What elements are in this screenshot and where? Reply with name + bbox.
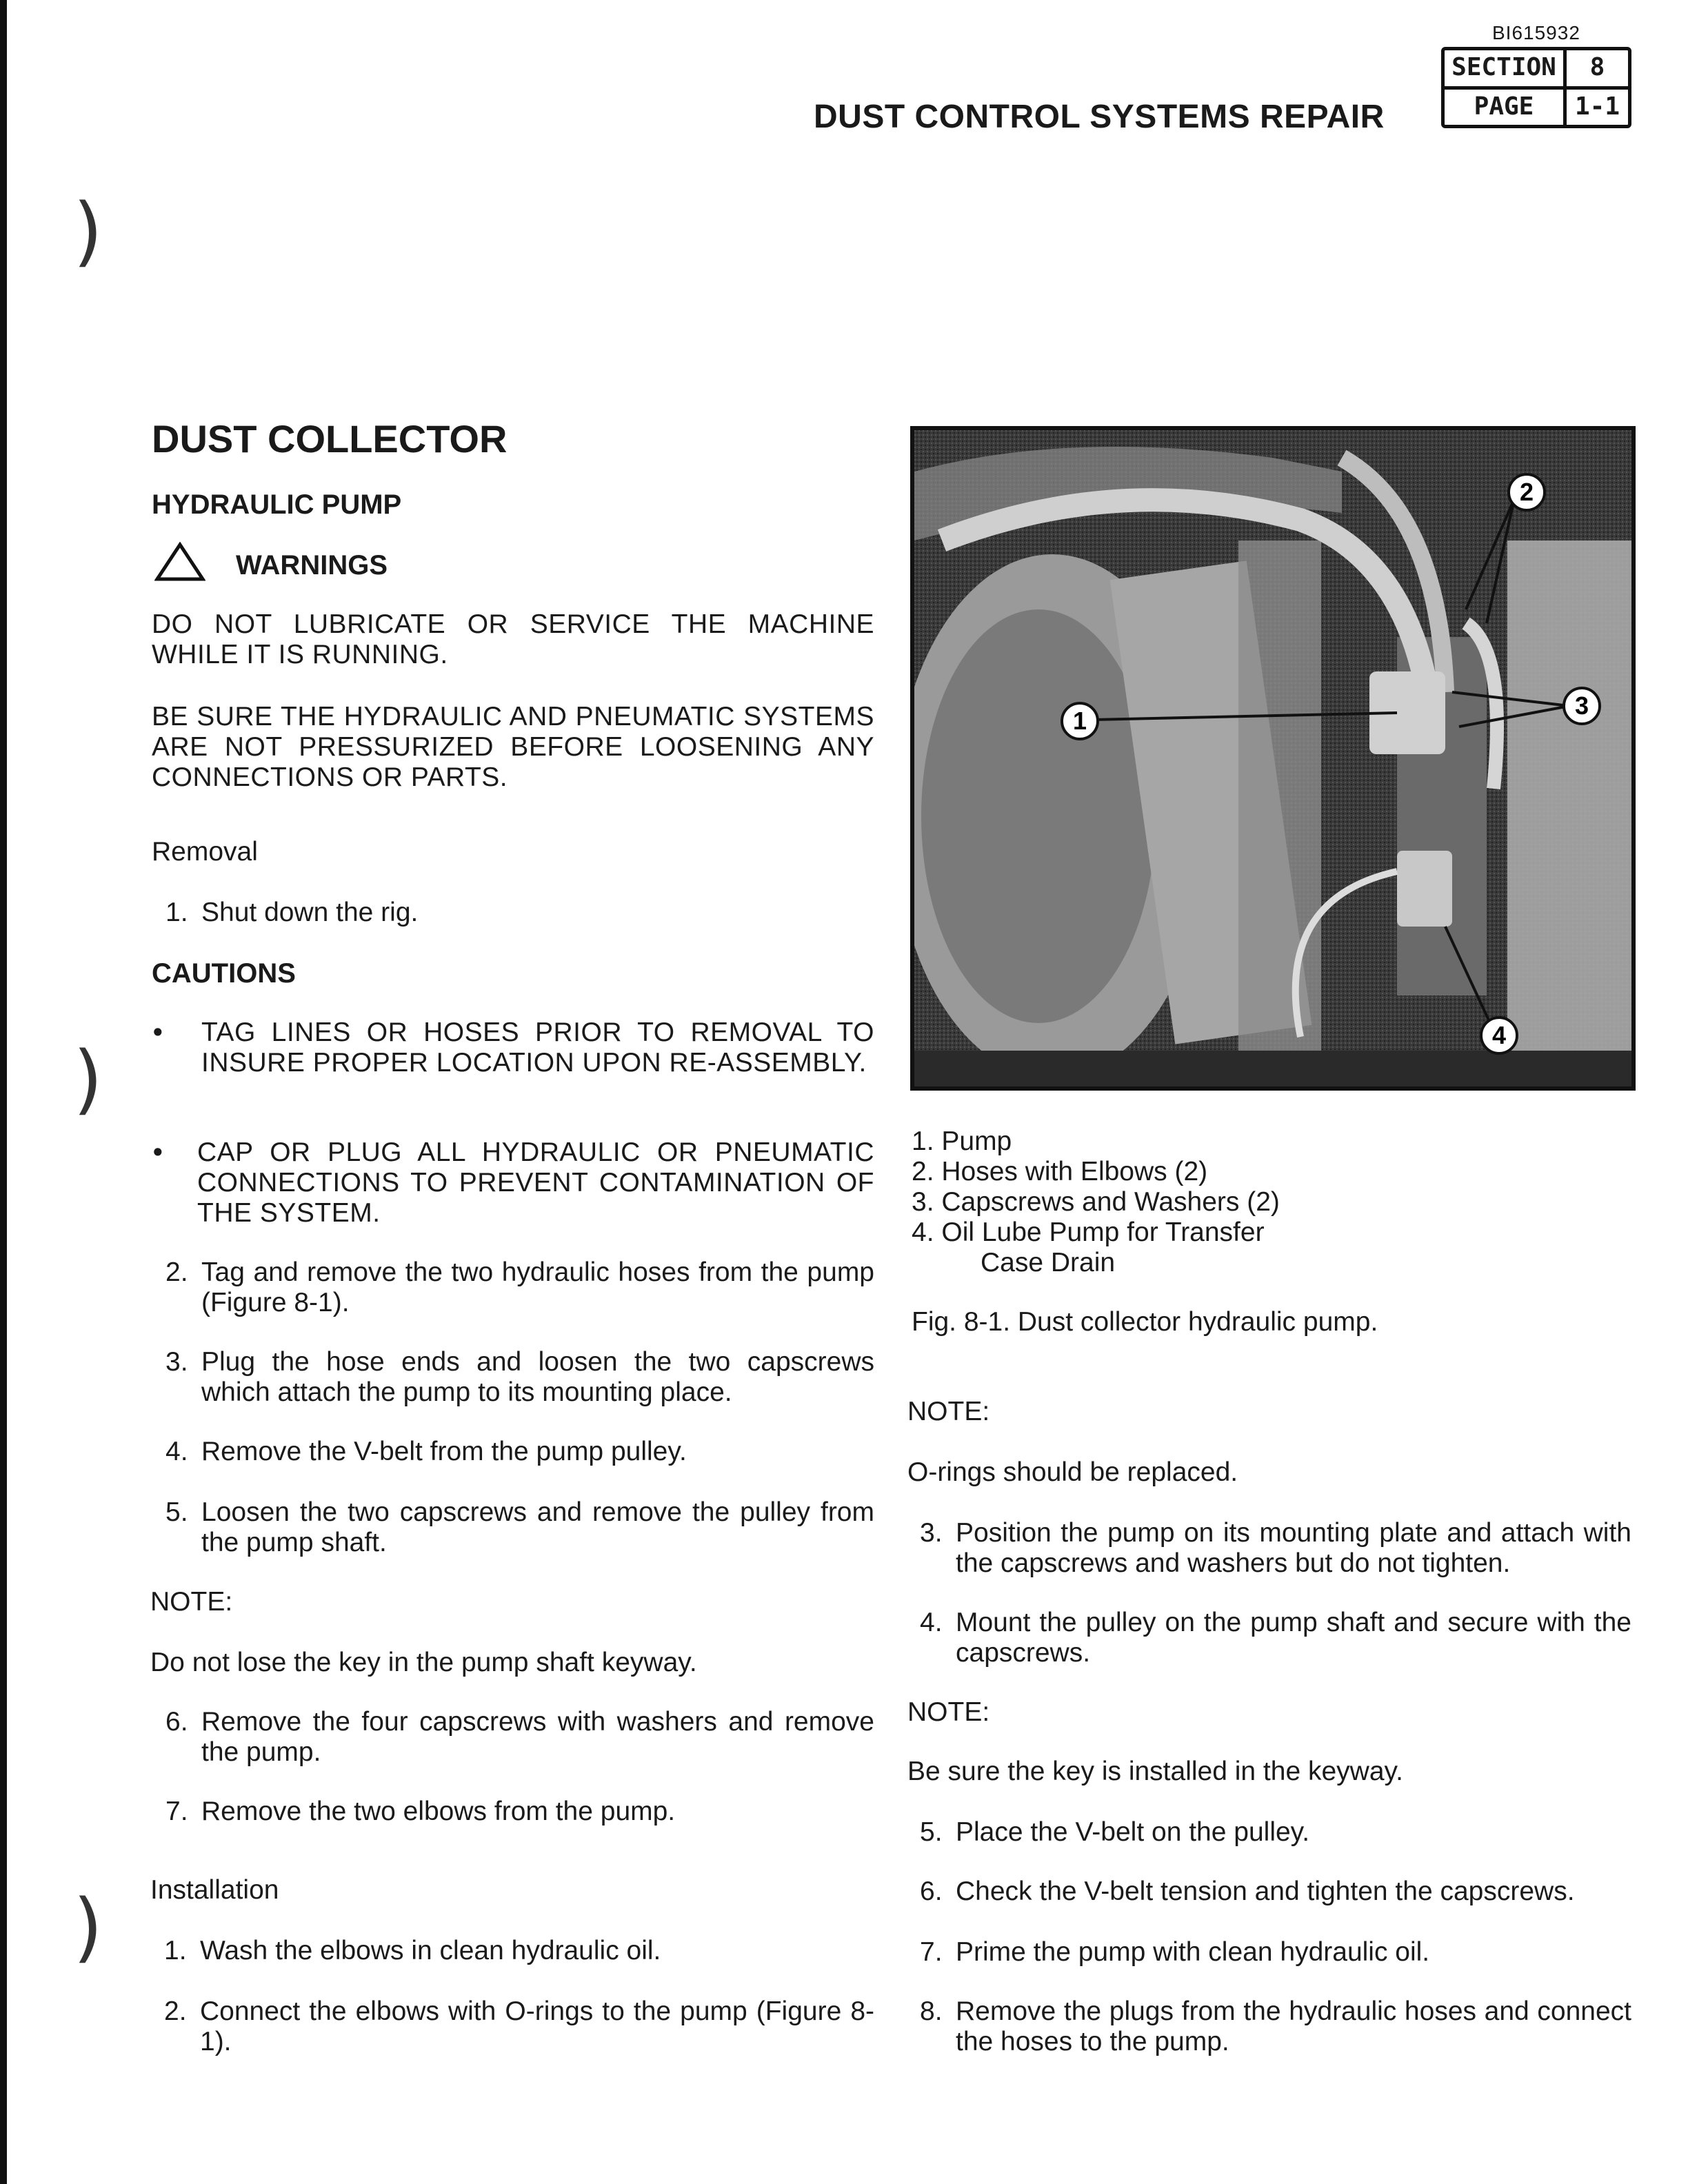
note-text: Do not lose the key in the pump shaft keyway. (150, 1648, 697, 1677)
figure-legend-item-3: 3. Capscrews and Washers (2) (912, 1187, 1280, 1217)
callout-3 (1564, 688, 1600, 724)
note-label: NOTE: (907, 1697, 990, 1727)
step-number: 1. (165, 898, 188, 927)
step-number: 4. (165, 1437, 188, 1466)
document-id: BI615932 (1492, 22, 1580, 43)
section-label: SECTION (1451, 53, 1556, 81)
warnings-label: WARNINGS (236, 550, 388, 580)
note-label: NOTE: (150, 1587, 233, 1617)
step-text: Remove the V-belt from the pump pulley. (201, 1437, 687, 1466)
caution-text: CAP OR PLUG ALL HYDRAULIC OR PNEUMATIC CONNECTIONS TO PREVENT CONTAMINATION OF THE SYSTEM. (197, 1138, 874, 1228)
step-text: Tag and remove the two hydraulic hoses from the pump (Figure 8-1). (201, 1257, 874, 1317)
section-value: 8 (1589, 53, 1605, 81)
caution-text: TAG LINES OR HOSES PRIOR TO REMOVAL TO INSURE PROPER LOCATION UPON RE-ASSEMBLY. (201, 1018, 874, 1078)
callout-number: 2 (1519, 478, 1534, 506)
step-number: 7. (920, 1937, 943, 1967)
step-number: 3. (920, 1518, 943, 1548)
punch-hole-middle: ) (73, 1035, 103, 1123)
section-page-box (1441, 47, 1631, 128)
note-label: NOTE: (907, 1397, 990, 1426)
figure-legend-item-4: 4. Oil Lube Pump for Transfer (912, 1217, 1265, 1247)
figure-legend-item-2: 2. Hoses with Elbows (2) (912, 1157, 1208, 1186)
step-text: Prime the pump with clean hydraulic oil. (956, 1937, 1430, 1967)
step-text: Remove the two elbows from the pump. (201, 1797, 676, 1826)
page-label: PAGE (1474, 92, 1534, 121)
step-text: Remove the four capscrews with washers and remove the pump. (201, 1707, 874, 1767)
step-text: Wash the elbows in clean hydraulic oil. (200, 1936, 661, 1965)
step-text: Loosen the two capscrews and remove the pulley from the pump shaft. (201, 1497, 874, 1557)
step-text: Connect the elbows with O-rings to the pump (Figure 8-1). (200, 1996, 874, 2056)
step-number: 2. (165, 1257, 188, 1287)
step-number: 5. (920, 1817, 943, 1847)
callout-2 (1509, 474, 1545, 510)
figure-legend-item-4-cont: Case Drain (981, 1248, 1116, 1277)
step-number: 4. (920, 1608, 943, 1637)
installation-label: Installation (150, 1875, 279, 1905)
warning-triangle-icon (154, 542, 205, 582)
warning-text-1: DO NOT LUBRICATE OR SERVICE THE MACHINE WHILE IT IS RUNNING. (152, 609, 874, 669)
step-text: Plug the hose ends and loosen the two capscrews which attach the pump to its mounting place. (201, 1347, 874, 1407)
binder-edge (0, 0, 7, 2184)
step-text: Remove the plugs from the hydraulic hoses and connect the hoses to the pump. (956, 1996, 1631, 2056)
note-text: Be sure the key is installed in the keyway. (907, 1757, 1403, 1786)
cautions-label: CAUTIONS (152, 958, 296, 989)
step-text: Position the pump on its mounting plate and attach with the capscrews and washers but do not tighten. (956, 1518, 1631, 1578)
callout-number: 3 (1574, 691, 1589, 720)
step-number: 8. (920, 1996, 943, 2026)
step-number: 7. (165, 1797, 188, 1826)
figure-caption: Fig. 8-1. Dust collector hydraulic pump. (912, 1307, 1378, 1337)
section-heading: DUST COLLECTOR (152, 417, 508, 461)
callout-4 (1481, 1018, 1517, 1053)
step-number: 6. (920, 1877, 943, 1906)
figure-legend-item-1: 1. Pump (912, 1126, 1012, 1156)
step-number: 3. (165, 1347, 188, 1377)
punch-hole-bottom: ) (73, 1883, 103, 1971)
note-text: O-rings should be replaced. (907, 1457, 1238, 1487)
step-number: 6. (165, 1707, 188, 1737)
removal-label: Removal (152, 837, 258, 867)
callout-1 (1062, 703, 1098, 739)
page-value: 1-1 (1574, 92, 1620, 121)
callout-number: 4 (1491, 1021, 1507, 1049)
warning-text-2: BE SURE THE HYDRAULIC AND PNEUMATIC SYSTEMS ARE NOT PRESSURIZED BEFORE LOOSENING ANY CONNECTIONS OR PARTS. (152, 702, 874, 792)
bullet-icon: • (153, 1138, 163, 1167)
step-text: Shut down the rig. (201, 898, 419, 927)
photo-illustration (914, 430, 1631, 1086)
step-number: 5. (165, 1497, 188, 1527)
subheading: HYDRAULIC PUMP (152, 489, 402, 520)
bullet-icon: • (153, 1018, 163, 1047)
punch-hole-top: ) (73, 187, 103, 275)
step-text: Place the V-belt on the pulley. (956, 1817, 1310, 1847)
step-number: 2. (164, 1996, 187, 2026)
step-text: Check the V-belt tension and tighten the capscrews. (956, 1877, 1575, 1906)
page-header-title: DUST CONTROL SYSTEMS REPAIR (814, 99, 1385, 135)
step-text: Mount the pulley on the pump shaft and secure with the capscrews. (956, 1608, 1631, 1668)
figure-photo-hydraulic-pump (910, 426, 1636, 1091)
step-number: 1. (164, 1936, 187, 1965)
callout-number: 1 (1072, 707, 1087, 735)
